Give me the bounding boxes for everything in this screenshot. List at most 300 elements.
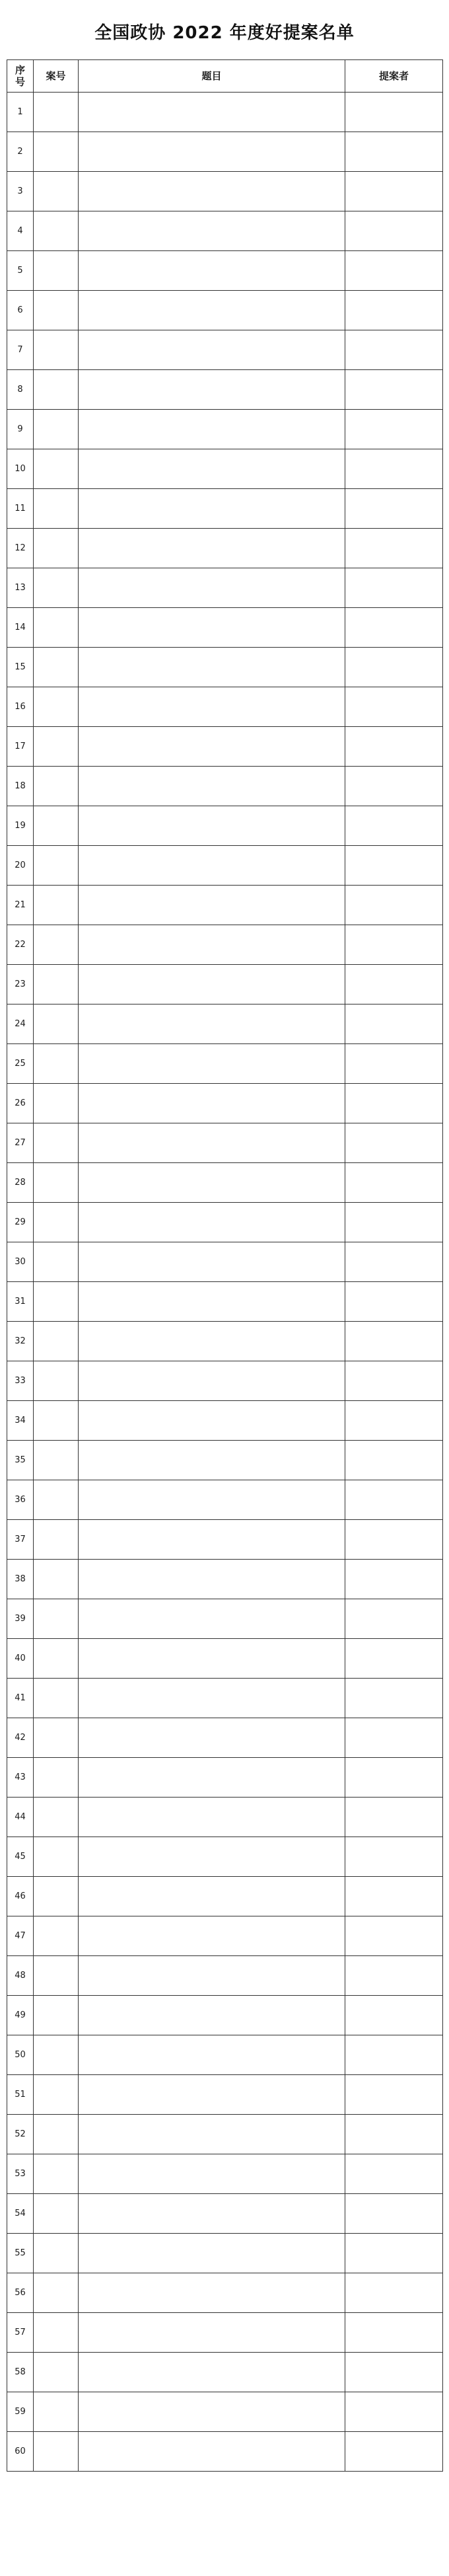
header-proposer: 提案者 — [345, 60, 443, 93]
row-case-number — [34, 1560, 79, 1599]
row-title — [79, 489, 345, 529]
table-row — [7, 2273, 443, 2313]
row-title — [79, 727, 345, 767]
table-row — [7, 211, 443, 251]
row-number: 51 — [7, 2075, 34, 2115]
row-number: 3 — [7, 172, 34, 211]
table-row — [7, 1480, 443, 1520]
row-proposer — [345, 370, 443, 410]
table-row — [7, 1956, 443, 1996]
row-proposer — [345, 1996, 443, 2035]
row-title — [79, 370, 345, 410]
row-number: 22 — [7, 925, 34, 965]
table-row — [7, 1322, 443, 1361]
row-number: 12 — [7, 529, 34, 568]
row-proposer — [345, 1520, 443, 1560]
row-number: 56 — [7, 2273, 34, 2313]
row-proposer — [345, 410, 443, 449]
row-case-number — [34, 1758, 79, 1798]
row-proposer — [345, 965, 443, 1004]
row-number: 59 — [7, 2392, 34, 2432]
row-proposer — [345, 1044, 443, 1084]
row-title — [79, 1282, 345, 1322]
row-proposer — [345, 1599, 443, 1639]
table-row — [7, 1163, 443, 1203]
row-proposer — [345, 568, 443, 608]
table-row — [7, 1916, 443, 1956]
row-proposer — [345, 1956, 443, 1996]
row-case-number — [34, 925, 79, 965]
row-number: 17 — [7, 727, 34, 767]
row-number: 46 — [7, 1877, 34, 1916]
row-case-number — [34, 2392, 79, 2432]
row-number: 34 — [7, 1401, 34, 1441]
row-number: 50 — [7, 2035, 34, 2075]
table-row — [7, 1599, 443, 1639]
row-title — [79, 291, 345, 330]
row-proposer — [345, 1084, 443, 1123]
row-case-number — [34, 1877, 79, 1916]
row-proposer — [345, 1322, 443, 1361]
row-title — [79, 330, 345, 370]
row-number: 52 — [7, 2115, 34, 2154]
row-title — [79, 1916, 345, 1956]
table-row — [7, 1718, 443, 1758]
row-number: 2 — [7, 132, 34, 172]
table-row — [7, 2075, 443, 2115]
row-proposer — [345, 1282, 443, 1322]
table-row — [7, 1877, 443, 1916]
row-proposer — [345, 172, 443, 211]
row-title — [79, 1599, 345, 1639]
row-title — [79, 1361, 345, 1401]
table-row — [7, 2234, 443, 2273]
row-proposer — [345, 608, 443, 648]
row-title — [79, 1520, 345, 1560]
row-title — [79, 2313, 345, 2353]
row-number: 26 — [7, 1084, 34, 1123]
row-case-number — [34, 886, 79, 925]
row-number: 36 — [7, 1480, 34, 1520]
row-case-number — [34, 370, 79, 410]
row-number: 44 — [7, 1798, 34, 1837]
row-proposer — [345, 1242, 443, 1282]
table-row — [7, 1242, 443, 1282]
table-row — [7, 1084, 443, 1123]
row-case-number — [34, 132, 79, 172]
row-case-number — [34, 93, 79, 132]
row-title — [79, 2432, 345, 2472]
row-number: 25 — [7, 1044, 34, 1084]
row-proposer — [345, 1837, 443, 1877]
row-number: 45 — [7, 1837, 34, 1877]
row-proposer — [345, 1361, 443, 1401]
table-row — [7, 965, 443, 1004]
row-number: 13 — [7, 568, 34, 608]
row-case-number — [34, 2035, 79, 2075]
row-number: 40 — [7, 1639, 34, 1679]
row-proposer — [345, 1441, 443, 1480]
row-case-number — [34, 449, 79, 489]
row-case-number — [34, 806, 79, 846]
row-case-number — [34, 1441, 79, 1480]
table-row — [7, 1123, 443, 1163]
table-row — [7, 2313, 443, 2353]
row-proposer — [345, 1877, 443, 1916]
row-proposer — [345, 2353, 443, 2392]
row-title — [79, 767, 345, 806]
row-proposer — [345, 2035, 443, 2075]
row-proposer — [345, 1480, 443, 1520]
table-row — [7, 2353, 443, 2392]
row-title — [79, 806, 345, 846]
table-row — [7, 568, 443, 608]
row-proposer — [345, 1163, 443, 1203]
row-case-number — [34, 172, 79, 211]
row-case-number — [34, 2115, 79, 2154]
table-row — [7, 886, 443, 925]
row-proposer — [345, 2075, 443, 2115]
table-row — [7, 449, 443, 489]
row-title — [79, 2075, 345, 2115]
row-proposer — [345, 1401, 443, 1441]
row-case-number — [34, 1916, 79, 1956]
row-number: 35 — [7, 1441, 34, 1480]
row-title — [79, 1877, 345, 1916]
row-case-number — [34, 648, 79, 687]
row-number: 11 — [7, 489, 34, 529]
row-case-number — [34, 1203, 79, 1242]
table-row — [7, 1798, 443, 1837]
row-case-number — [34, 291, 79, 330]
table-row — [7, 2194, 443, 2234]
table-row — [7, 687, 443, 727]
row-case-number — [34, 965, 79, 1004]
row-number: 24 — [7, 1004, 34, 1044]
row-proposer — [345, 886, 443, 925]
row-title — [79, 2353, 345, 2392]
table-row — [7, 1639, 443, 1679]
row-number: 42 — [7, 1718, 34, 1758]
row-title — [79, 211, 345, 251]
row-number: 20 — [7, 846, 34, 886]
row-number: 55 — [7, 2234, 34, 2273]
row-title — [79, 1798, 345, 1837]
row-number: 58 — [7, 2353, 34, 2392]
row-number: 8 — [7, 370, 34, 410]
row-title — [79, 1679, 345, 1718]
row-number: 32 — [7, 1322, 34, 1361]
row-title — [79, 648, 345, 687]
table-row — [7, 925, 443, 965]
row-title — [79, 1084, 345, 1123]
header-case-no: 案号 — [34, 60, 79, 93]
row-number: 10 — [7, 449, 34, 489]
row-proposer — [345, 93, 443, 132]
row-case-number — [34, 1837, 79, 1877]
row-case-number — [34, 211, 79, 251]
table-row — [7, 1282, 443, 1322]
row-number: 48 — [7, 1956, 34, 1996]
row-title — [79, 2194, 345, 2234]
table-row — [7, 291, 443, 330]
row-proposer — [345, 1679, 443, 1718]
row-case-number — [34, 1361, 79, 1401]
row-case-number — [34, 410, 79, 449]
row-title — [79, 1837, 345, 1877]
row-proposer — [345, 2115, 443, 2154]
row-title — [79, 2154, 345, 2194]
row-case-number — [34, 1718, 79, 1758]
row-number: 49 — [7, 1996, 34, 2035]
row-proposer — [345, 449, 443, 489]
row-title — [79, 1956, 345, 1996]
row-number: 38 — [7, 1560, 34, 1599]
row-title — [79, 1044, 345, 1084]
table-row — [7, 767, 443, 806]
row-title — [79, 1203, 345, 1242]
row-title — [79, 2035, 345, 2075]
row-title — [79, 846, 345, 886]
row-case-number — [34, 529, 79, 568]
row-proposer — [345, 727, 443, 767]
row-case-number — [34, 1123, 79, 1163]
table-row — [7, 1441, 443, 1480]
table-row — [7, 846, 443, 886]
table-row — [7, 410, 443, 449]
row-title — [79, 1401, 345, 1441]
row-number: 30 — [7, 1242, 34, 1282]
table-row — [7, 1520, 443, 1560]
row-title — [79, 1480, 345, 1520]
row-number: 31 — [7, 1282, 34, 1322]
row-title — [79, 251, 345, 291]
table-row — [7, 2115, 443, 2154]
row-number: 21 — [7, 886, 34, 925]
row-number: 1 — [7, 93, 34, 132]
row-proposer — [345, 687, 443, 727]
row-case-number — [34, 2194, 79, 2234]
row-case-number — [34, 1044, 79, 1084]
row-case-number — [34, 1242, 79, 1282]
table-row — [7, 608, 443, 648]
row-case-number — [34, 1401, 79, 1441]
row-number: 57 — [7, 2313, 34, 2353]
row-proposer — [345, 1203, 443, 1242]
row-case-number — [34, 1639, 79, 1679]
table-row — [7, 806, 443, 846]
row-proposer — [345, 1639, 443, 1679]
row-number: 47 — [7, 1916, 34, 1956]
row-number: 9 — [7, 410, 34, 449]
table-row — [7, 2392, 443, 2432]
row-title — [79, 687, 345, 727]
table-row — [7, 2154, 443, 2194]
table-row — [7, 529, 443, 568]
table-row — [7, 648, 443, 687]
row-case-number — [34, 2234, 79, 2273]
row-case-number — [34, 2154, 79, 2194]
row-number: 54 — [7, 2194, 34, 2234]
table-row — [7, 1758, 443, 1798]
row-proposer — [345, 211, 443, 251]
table-row — [7, 251, 443, 291]
row-proposer — [345, 767, 443, 806]
row-proposer — [345, 2194, 443, 2234]
table-body — [7, 93, 443, 2472]
table-row — [7, 1996, 443, 2035]
row-case-number — [34, 608, 79, 648]
row-case-number — [34, 1956, 79, 1996]
row-proposer — [345, 846, 443, 886]
row-proposer — [345, 529, 443, 568]
row-case-number — [34, 1798, 79, 1837]
table-row — [7, 1004, 443, 1044]
row-number: 43 — [7, 1758, 34, 1798]
header-title: 题目 — [79, 60, 345, 93]
header-no: 序号 — [7, 60, 34, 93]
row-title — [79, 132, 345, 172]
row-number: 28 — [7, 1163, 34, 1203]
row-proposer — [345, 1560, 443, 1599]
row-proposer — [345, 1718, 443, 1758]
row-case-number — [34, 2353, 79, 2392]
row-title — [79, 1123, 345, 1163]
row-title — [79, 965, 345, 1004]
table-row — [7, 93, 443, 132]
row-proposer — [345, 132, 443, 172]
table-row — [7, 2035, 443, 2075]
row-case-number — [34, 1599, 79, 1639]
row-number: 19 — [7, 806, 34, 846]
row-title — [79, 1996, 345, 2035]
row-proposer — [345, 2234, 443, 2273]
row-case-number — [34, 1520, 79, 1560]
row-number: 6 — [7, 291, 34, 330]
table-row — [7, 1679, 443, 1718]
table-row — [7, 1401, 443, 1441]
page-title: 全国政协 2022 年度好提案名单 — [94, 23, 355, 43]
table-row — [7, 1560, 443, 1599]
row-number: 33 — [7, 1361, 34, 1401]
row-number: 7 — [7, 330, 34, 370]
row-title — [79, 1758, 345, 1798]
row-proposer — [345, 489, 443, 529]
row-case-number — [34, 2432, 79, 2472]
row-case-number — [34, 1084, 79, 1123]
row-number: 53 — [7, 2154, 34, 2194]
table-row — [7, 1044, 443, 1084]
row-case-number — [34, 1322, 79, 1361]
row-title — [79, 1560, 345, 1599]
row-proposer — [345, 2313, 443, 2353]
row-number: 27 — [7, 1123, 34, 1163]
row-case-number — [34, 767, 79, 806]
row-number: 39 — [7, 1599, 34, 1639]
table-row — [7, 370, 443, 410]
row-title — [79, 2392, 345, 2432]
row-number: 18 — [7, 767, 34, 806]
row-case-number — [34, 846, 79, 886]
row-number: 5 — [7, 251, 34, 291]
row-case-number — [34, 727, 79, 767]
row-case-number — [34, 1004, 79, 1044]
row-title — [79, 2115, 345, 2154]
row-number: 37 — [7, 1520, 34, 1560]
table-row — [7, 330, 443, 370]
row-proposer — [345, 1004, 443, 1044]
row-number: 60 — [7, 2432, 34, 2472]
row-case-number — [34, 330, 79, 370]
row-case-number — [34, 1282, 79, 1322]
row-title — [79, 1004, 345, 1044]
row-case-number — [34, 251, 79, 291]
row-case-number — [34, 1163, 79, 1203]
row-case-number — [34, 2313, 79, 2353]
row-number: 23 — [7, 965, 34, 1004]
row-proposer — [345, 2392, 443, 2432]
row-title — [79, 2234, 345, 2273]
row-case-number — [34, 489, 79, 529]
row-title — [79, 1441, 345, 1480]
table-row — [7, 727, 443, 767]
row-proposer — [345, 1798, 443, 1837]
table-row — [7, 1203, 443, 1242]
row-number: 16 — [7, 687, 34, 727]
row-proposer — [345, 925, 443, 965]
table-row — [7, 489, 443, 529]
table-row — [7, 132, 443, 172]
row-proposer — [345, 330, 443, 370]
row-number: 29 — [7, 1203, 34, 1242]
row-case-number — [34, 2273, 79, 2313]
row-title — [79, 608, 345, 648]
row-case-number — [34, 568, 79, 608]
row-title — [79, 1639, 345, 1679]
row-title — [79, 410, 345, 449]
row-number: 14 — [7, 608, 34, 648]
header-row — [7, 60, 443, 93]
row-title — [79, 568, 345, 608]
row-case-number — [34, 2075, 79, 2115]
table-row — [7, 1837, 443, 1877]
row-title — [79, 1163, 345, 1203]
proposal-table — [7, 59, 443, 2472]
row-proposer — [345, 806, 443, 846]
row-title — [79, 925, 345, 965]
row-title — [79, 529, 345, 568]
row-title — [79, 1322, 345, 1361]
row-title — [79, 172, 345, 211]
row-title — [79, 449, 345, 489]
row-proposer — [345, 1123, 443, 1163]
row-case-number — [34, 1679, 79, 1718]
row-title — [79, 2273, 345, 2313]
row-proposer — [345, 2273, 443, 2313]
table-row — [7, 1361, 443, 1401]
row-proposer — [345, 291, 443, 330]
row-number: 41 — [7, 1679, 34, 1718]
row-title — [79, 886, 345, 925]
table-row — [7, 172, 443, 211]
row-case-number — [34, 1480, 79, 1520]
row-proposer — [345, 2154, 443, 2194]
table-header — [7, 60, 443, 93]
row-number: 4 — [7, 211, 34, 251]
row-proposer — [345, 2432, 443, 2472]
row-title — [79, 1718, 345, 1758]
row-title — [79, 1242, 345, 1282]
